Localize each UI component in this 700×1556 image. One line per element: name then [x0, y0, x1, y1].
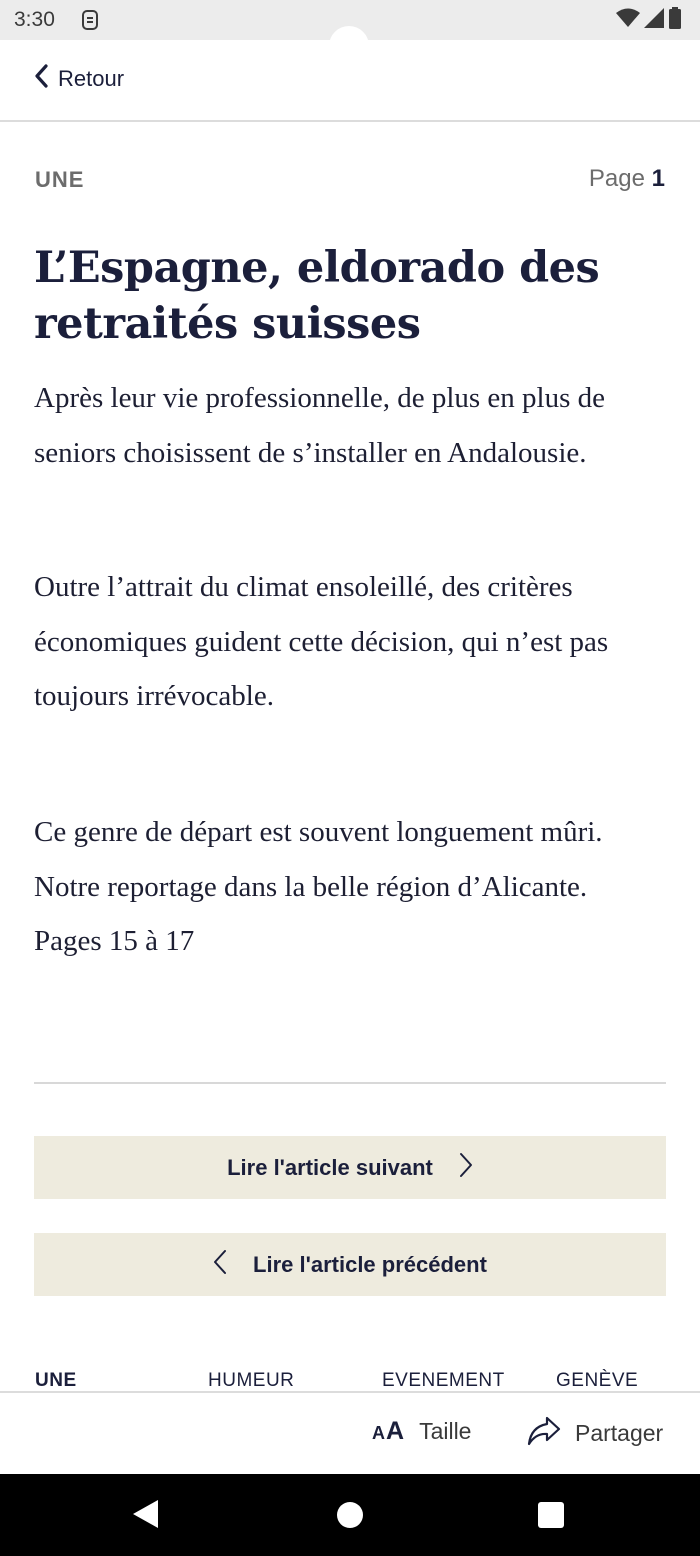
page-number: 1	[651, 165, 665, 192]
signal-icon	[644, 8, 664, 33]
share-icon	[527, 1415, 561, 1452]
system-recents-button[interactable]	[538, 1502, 564, 1528]
system-back-button[interactable]	[130, 1498, 160, 1535]
article-headline: L’Espagne, eldorado des retraités suisses	[34, 243, 600, 349]
chevron-left-icon	[213, 1249, 227, 1280]
status-time: 3:30	[14, 8, 55, 31]
system-nav-bar	[0, 1474, 700, 1556]
text-size-button[interactable]	[372, 1417, 471, 1446]
system-home-button[interactable]	[337, 1502, 363, 1528]
article-section: UNE	[35, 167, 85, 192]
status-icons	[616, 8, 682, 32]
top-nav-bar	[0, 40, 700, 122]
wifi-icon	[616, 8, 640, 33]
share-label: Partager	[575, 1420, 664, 1446]
section-tabs	[0, 1362, 700, 1392]
tab-evenement[interactable]: EVENEMENT	[382, 1370, 505, 1391]
share-button[interactable]	[527, 1415, 663, 1452]
tab-humeur[interactable]: HUMEUR	[208, 1370, 295, 1391]
article-paragraph: Outre l’attrait du climat ensoleillé, des critères économiques guident cette décision, qui n’est pas toujours irrévocable.	[34, 571, 609, 712]
previous-article-button[interactable]	[34, 1233, 666, 1296]
previous-article-label: Lire l'article précédent	[253, 1251, 487, 1277]
article-paragraph: Ce genre de départ est souvent longuement mûri. Notre reportage dans la belle région d’Alicante. Pages 15 à 17	[34, 816, 603, 957]
tab-geneve[interactable]: GENÈVE	[556, 1370, 639, 1391]
page-indicator	[589, 165, 665, 193]
tab-une[interactable]: UNE	[35, 1370, 77, 1391]
text-size-label: Taille	[419, 1418, 472, 1444]
article-paragraph: Après leur vie professionnelle, de plus en plus de seniors choisissent de s’installer en Andalousie.	[34, 382, 605, 469]
chevron-right-icon	[459, 1152, 473, 1183]
divider	[34, 1082, 666, 1084]
page-label: Page	[588, 165, 645, 192]
text-size-icon: AA	[372, 1417, 406, 1445]
back-label: Retour	[58, 65, 125, 91]
next-article-label: Lire l'article suivant	[227, 1154, 433, 1180]
notification-app-icon	[80, 9, 100, 31]
chevron-left-icon	[34, 64, 48, 93]
bottom-toolbar	[0, 1391, 700, 1474]
battery-icon	[668, 7, 682, 34]
back-button[interactable]	[34, 64, 124, 93]
next-article-button[interactable]	[34, 1136, 666, 1199]
